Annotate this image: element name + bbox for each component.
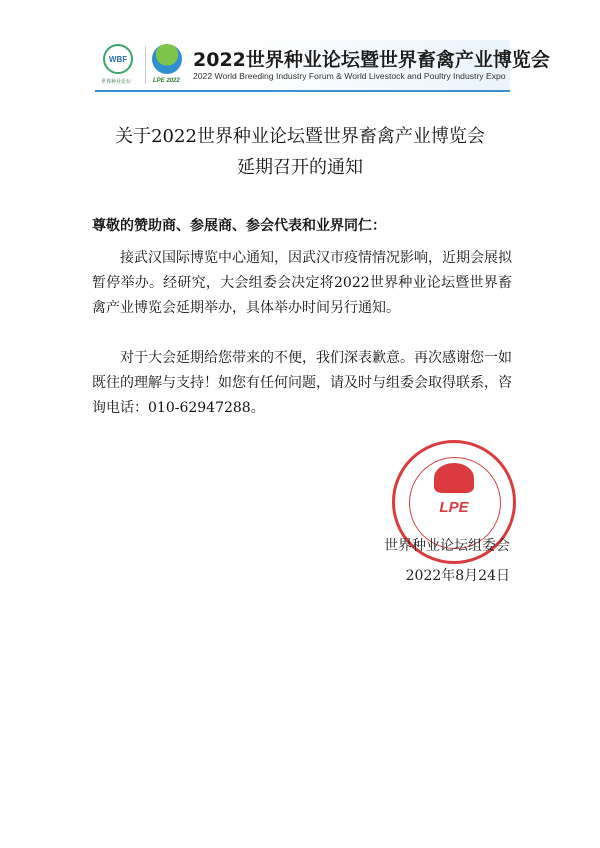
- seal-text: LPE: [439, 499, 469, 516]
- salutation: 尊敬的赞助商、参展商、参会代表和业界同仁：: [92, 218, 386, 234]
- banner-title-en: 2022 World Breeding Industry Forum & World Livestock and Poultry Industry Expo: [193, 71, 506, 81]
- banner-title-cn: 2022世界种业论坛暨世界畜禽产业博览会: [193, 49, 550, 71]
- header-banner: [95, 40, 550, 92]
- seal-livestock-emblem: [434, 463, 474, 493]
- lpe-logo: [152, 44, 182, 74]
- wbf-logo: WBF: [103, 44, 133, 74]
- notice-title-line-1: 关于2022世界种业论坛暨世界畜禽产业博览会: [115, 126, 485, 147]
- lpe-caption: LPE 2022: [153, 78, 180, 84]
- paragraph-2: 对于大会延期给您带来的不便，我们深表歉意。再次感谢您一如既往的理解与支持！如您有任何问题，请及时与组委会取得联系，咨询电话：010-62947288。: [92, 350, 512, 416]
- signature: 世界种业论坛组委会: [384, 538, 510, 554]
- date: 2022年8月24日: [405, 568, 510, 584]
- divider: [145, 46, 146, 84]
- wbf-caption: 世界种业论坛: [101, 79, 132, 85]
- paragraph-1: 接武汉国际博览中心通知，因武汉市疫情情况影响，近期会展拟暂停举办。经研究，大会组委会决定将2022世界种业论坛暨世界畜禽产业博览会延期举办，具体举办时间另行通知。: [92, 250, 512, 316]
- notice-title-line-2: 延期召开的通知: [237, 157, 363, 178]
